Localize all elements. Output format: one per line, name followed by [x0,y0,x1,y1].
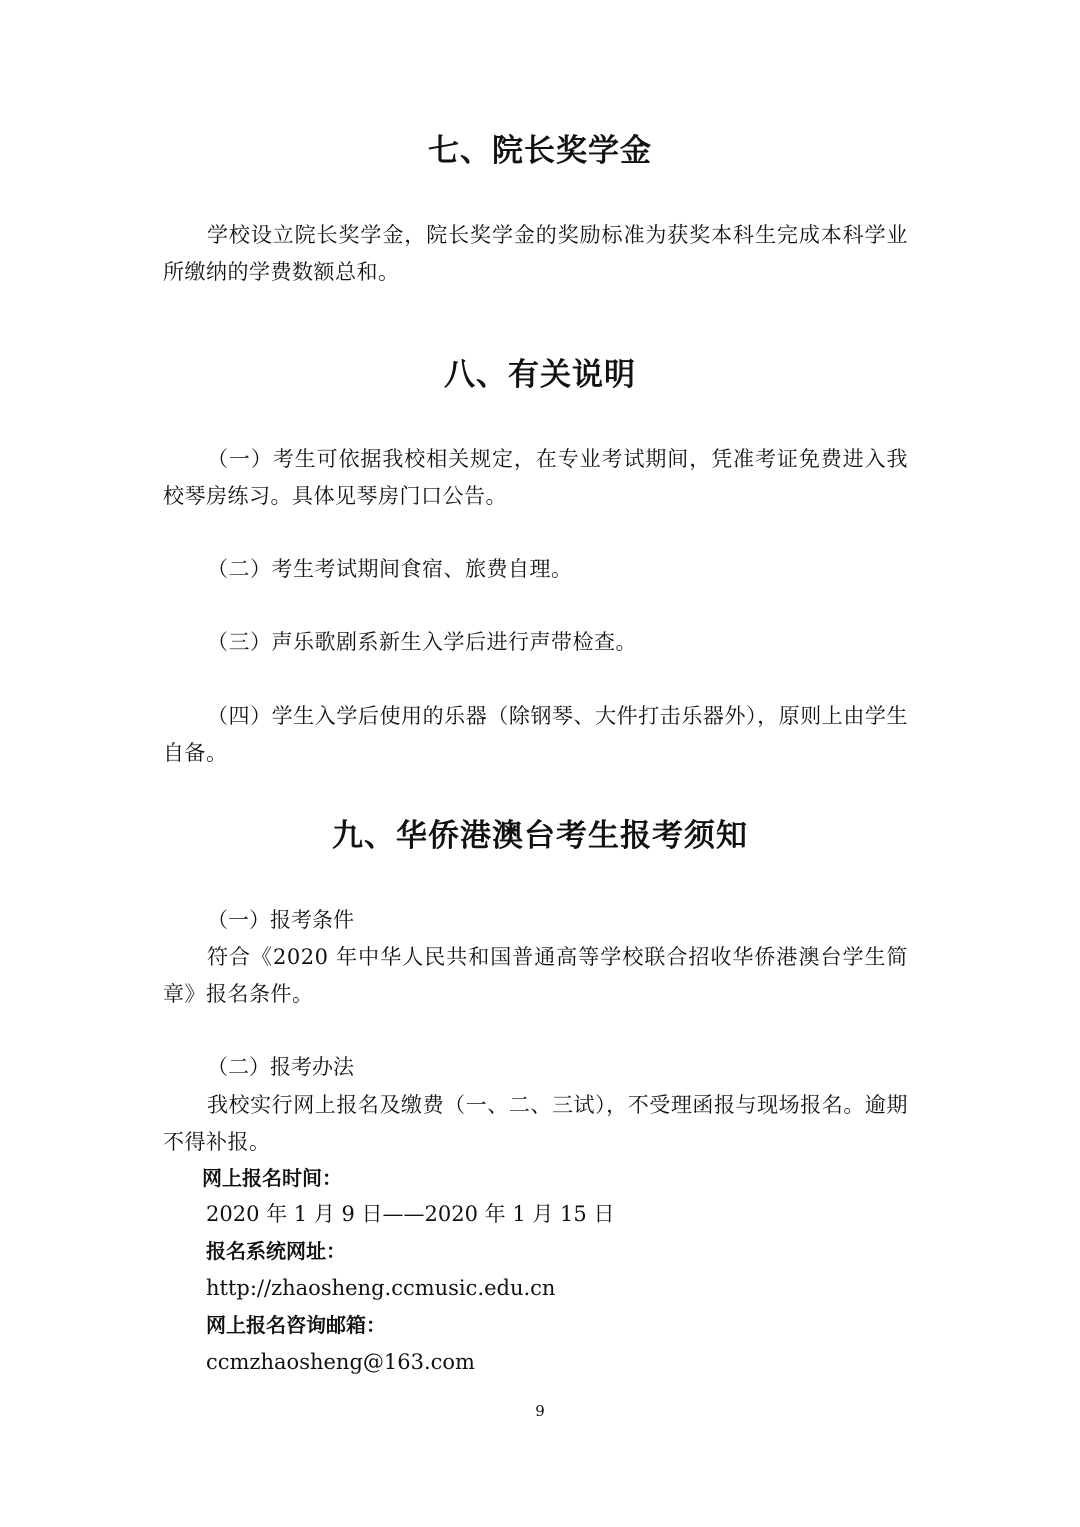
section-8-item-3: （三）声乐歌剧系新生入学后进行声带检查。 [207,630,637,654]
section-9-sub1-text: 符合《2020 年中华人民共和国普通高等学校联合招收华侨港澳台学生简章》报名条件。 [163,945,908,1006]
section-7-heading: 七、院长奖学金 [428,133,652,169]
section-7-paragraph: 学校设立院长奖学金，院长奖学金的奖励标准为获奖本科生完成本科学业所缴纳的学费数额总和。 [163,223,908,284]
registration-site-label: 报名系统网址： [206,1239,346,1263]
registration-email-label: 网上报名咨询邮箱： [206,1313,386,1337]
section-8-item-2: （二）考生考试期间食宿、旅费自理。 [207,557,573,581]
registration-email-link[interactable]: ccmzhaosheng@163.com [206,1350,475,1374]
section-8-heading: 八、有关说明 [444,357,636,393]
page-number: 9 [535,1402,545,1420]
registration-time-label: 网上报名时间： [202,1166,342,1190]
section-8-item-1: （一）考生可依据我校相关规定，在专业考试期间，凭准考证免费进入我校琴房练习。具体见琴房门口公告。 [163,447,908,508]
section-9-sub1-title: （一）报考条件 [207,908,354,932]
section-8-item-4: （四）学生入学后使用的乐器（除钢琴、大件打击乐器外），原则上由学生自备。 [163,704,908,765]
section-9-heading: 九、华侨港澳台考生报考须知 [332,818,748,854]
section-9-sub2-title: （二）报考办法 [207,1055,354,1079]
registration-time-value: 2020 年 1 月 9 日——2020 年 1 月 15 日 [206,1202,615,1226]
registration-site-link[interactable]: http://zhaosheng.ccmusic.edu.cn [206,1276,556,1300]
section-9-sub2-text: 我校实行网上报名及缴费（一、二、三试），不受理函报与现场报名。逾期不得补报。 [163,1093,908,1154]
